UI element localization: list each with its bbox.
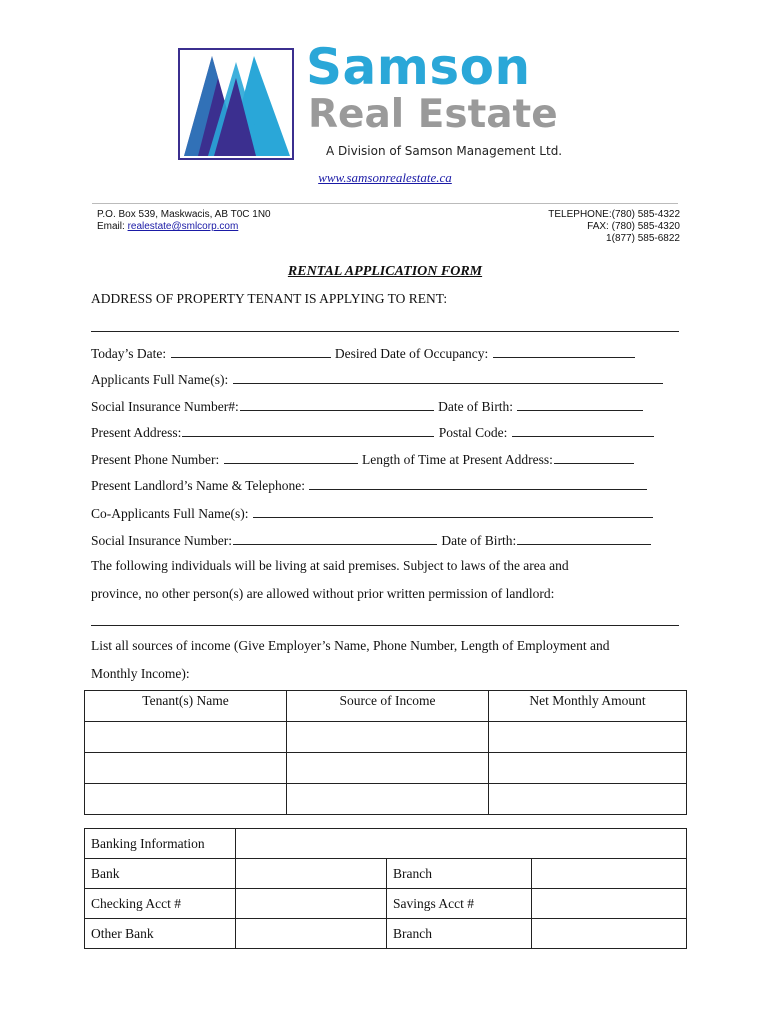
email-line <box>97 221 271 233</box>
table-row <box>85 829 687 859</box>
co-applicants-field[interactable] <box>253 505 653 518</box>
landlord-row <box>91 477 648 494</box>
form-title: RENTAL APPLICATION FORM <box>287 264 483 279</box>
table-cell[interactable] <box>489 784 687 815</box>
applicants-row <box>91 371 664 388</box>
table-cell[interactable] <box>287 784 489 815</box>
landlord-field[interactable] <box>309 477 647 490</box>
savings-field[interactable] <box>532 889 687 919</box>
length-time-label: Length of Time at Present Address: <box>361 452 553 467</box>
contact-right <box>548 209 680 245</box>
desired-date-field[interactable] <box>493 345 635 358</box>
bank-label: Bank <box>85 859 236 889</box>
present-address-label: Present Address: <box>91 425 182 440</box>
income-table <box>84 690 687 815</box>
desired-date-label: Desired Date of Occupancy: <box>334 346 489 361</box>
income-text-2: Monthly Income): <box>91 666 190 681</box>
present-phone-field[interactable] <box>224 451 358 464</box>
table-cell[interactable] <box>85 722 287 753</box>
landlord-label: Present Landlord’s Name & Telephone: <box>91 478 306 493</box>
length-time-field[interactable] <box>554 451 634 464</box>
banking-table <box>84 828 687 949</box>
postal-code-label: Postal Code: <box>438 425 508 440</box>
sin2-label: Social Insurance Number: <box>91 533 232 548</box>
dates-row <box>91 345 636 362</box>
branch2-field[interactable] <box>532 919 687 949</box>
mountain-logo-icon <box>178 48 294 160</box>
logo-name-line1: Samson <box>306 38 531 96</box>
applicants-name-label: Applicants Full Name(s): <box>91 372 229 387</box>
table-cell[interactable] <box>489 722 687 753</box>
header-source-income: Source of Income <box>287 691 489 722</box>
table-header-row <box>85 691 687 722</box>
phone-row <box>91 451 635 468</box>
income-text-1: List all sources of income (Give Employer’s Name, Phone Number, Length of Employment and <box>91 638 610 653</box>
mailing-address: P.O. Box 539, Maskwacis, AB T0C 1N0 <box>97 209 271 220</box>
co-applicants-row <box>91 505 654 522</box>
dob-label: Date of Birth: <box>438 399 514 414</box>
header-tenant-name: Tenant(s) Name <box>85 691 287 722</box>
logo-name-line2: Real Estate <box>308 92 558 137</box>
address-prompt: ADDRESS OF PROPERTY TENANT IS APPLYING TO RENT: <box>91 291 448 306</box>
table-row <box>85 859 687 889</box>
table-row <box>85 919 687 949</box>
dob-field[interactable] <box>517 398 643 411</box>
table-row <box>85 722 687 753</box>
banking-title: Banking Information <box>85 829 236 859</box>
table-row <box>85 889 687 919</box>
occupants-field[interactable] <box>91 625 679 626</box>
company-logo <box>178 38 598 166</box>
savings-label: Savings Acct # <box>387 889 532 919</box>
sin-label: Social Insurance Number#: <box>91 399 239 414</box>
contact-left <box>97 209 271 233</box>
other-bank-field[interactable] <box>236 919 387 949</box>
present-phone-label: Present Phone Number: <box>91 452 220 467</box>
table-cell[interactable] <box>236 829 687 859</box>
checking-field[interactable] <box>236 889 387 919</box>
checking-label: Checking Acct # <box>85 889 236 919</box>
address-row <box>91 424 655 441</box>
email-link[interactable]: realestate@smlcorp.com <box>127 221 239 232</box>
address-field[interactable] <box>91 331 679 332</box>
branch2-label: Branch <box>387 919 532 949</box>
co-applicants-label: Co-Applicants Full Name(s): <box>91 506 249 521</box>
sin-row <box>91 398 644 415</box>
other-bank-label: Other Bank <box>85 919 236 949</box>
table-cell[interactable] <box>489 753 687 784</box>
postal-code-field[interactable] <box>512 424 654 437</box>
logo-tagline: A Division of Samson Management Ltd. <box>326 144 563 158</box>
website-link[interactable]: www.samsonrealestate.ca <box>318 170 452 185</box>
bank-field[interactable] <box>236 859 387 889</box>
table-row <box>85 753 687 784</box>
todays-date-field[interactable] <box>171 345 331 358</box>
applicants-name-field[interactable] <box>233 371 663 384</box>
email-label: Email: <box>97 221 128 232</box>
table-cell[interactable] <box>85 784 287 815</box>
occupants-text-1: The following individuals will be living at said premises. Subject to laws of the area and <box>91 558 569 573</box>
table-row <box>85 784 687 815</box>
branch-field[interactable] <box>532 859 687 889</box>
todays-date-label: Today’s Date: <box>91 346 167 361</box>
branch-label: Branch <box>387 859 532 889</box>
occupants-text-2: province, no other person(s) are allowed without prior written permission of landlord: <box>91 586 555 601</box>
dob2-field[interactable] <box>517 532 651 545</box>
table-cell[interactable] <box>287 753 489 784</box>
dob2-label: Date of Birth: <box>441 533 517 548</box>
tollfree: 1(877) 585-6822 <box>606 233 680 244</box>
header-divider <box>92 203 678 204</box>
sin2-field[interactable] <box>233 532 437 545</box>
table-cell[interactable] <box>287 722 489 753</box>
header-net-monthly: Net Monthly Amount <box>489 691 687 722</box>
sin-field[interactable] <box>240 398 434 411</box>
sin2-row <box>91 532 652 549</box>
table-cell[interactable] <box>85 753 287 784</box>
present-address-field[interactable] <box>182 424 434 437</box>
telephone: TELEPHONE:(780) 585-4322 <box>548 209 680 220</box>
fax: FAX: (780) 585-4320 <box>587 221 680 232</box>
